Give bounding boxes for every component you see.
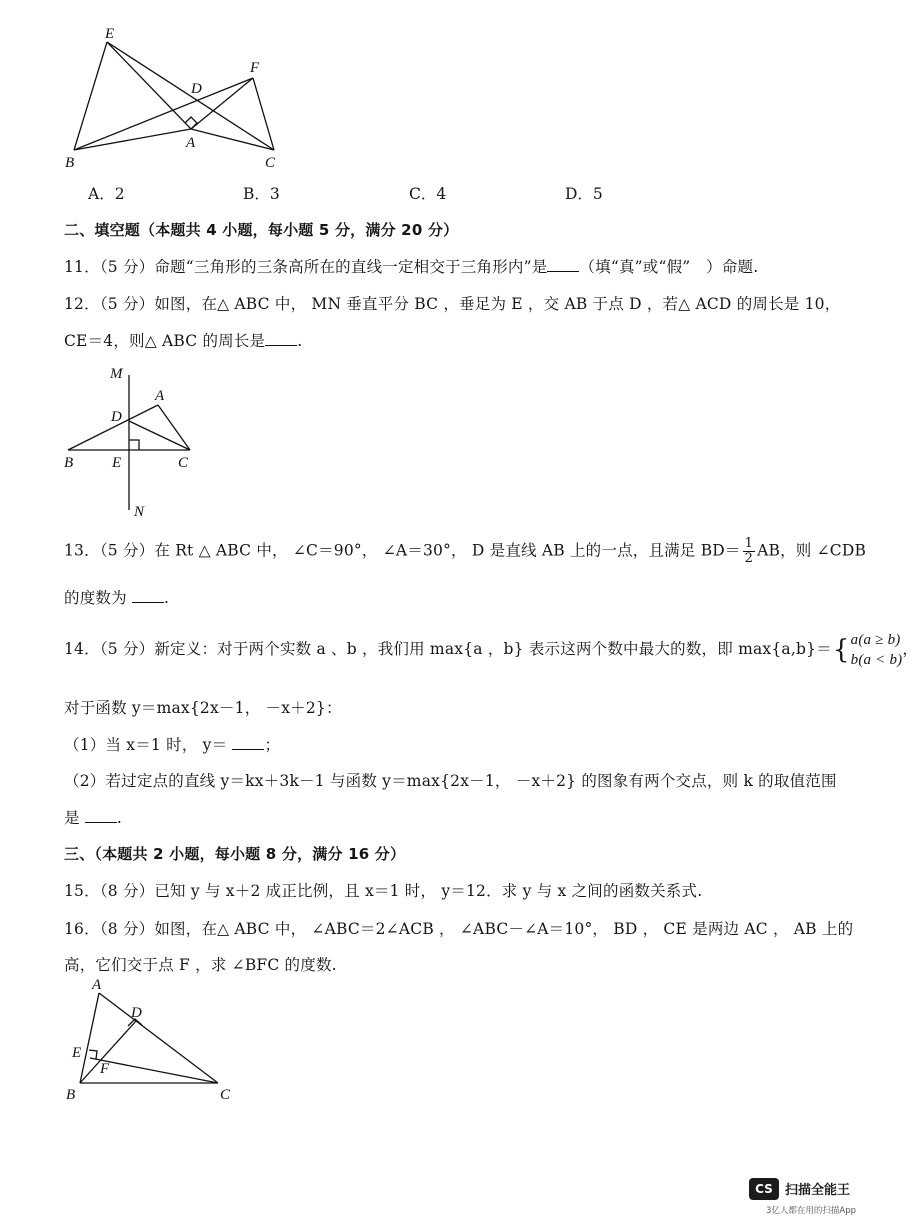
q13-line2-suffix: .	[163, 589, 170, 607]
fig1-label-b: B	[65, 155, 75, 171]
piecewise-cases	[851, 630, 903, 670]
scanner-badge-subtitle: 3亿人都在用的扫描App	[766, 1206, 857, 1216]
brace-symbol: {	[832, 635, 850, 665]
q12-line2-suffix: .	[297, 332, 303, 350]
question-13-line-2	[64, 586, 169, 608]
question-11	[64, 255, 758, 277]
question-16-line-2: 高，它们交于点 F ，求 ∠BFC 的度数.	[64, 956, 337, 974]
section-3-title: 三、（本题共 2 小题，每小题 8 分，满分 16 分）	[64, 845, 406, 863]
fig2-label-n: N	[134, 504, 145, 520]
fig3-label-b: B	[66, 1087, 76, 1103]
q12-answer-blank[interactable]	[265, 331, 297, 346]
fig3-label-a: A	[92, 977, 102, 993]
q14-part1-answer-blank[interactable]	[232, 735, 264, 750]
q14-part2-line2-suffix: .	[116, 809, 122, 827]
q11-answer-blank[interactable]	[547, 257, 579, 272]
q12-line2-prefix: CE＝4，则△ ABC 的周长是	[64, 332, 266, 350]
q13-line2-prefix: 的度数为	[64, 589, 127, 607]
fig3-label-d: D	[131, 1005, 142, 1021]
question-14-part-2-line-2	[64, 806, 122, 828]
option-b: B．3	[243, 185, 280, 203]
question-12-line-1: 12．（5 分）如图，在△ ABC 中， MN 垂直平分 BC ，垂足为 E ，交 AB 于点 D ，若△ ACD 的周长是 10，	[64, 295, 841, 313]
fig3-label-c: C	[220, 1087, 231, 1103]
fraction-numerator: 1	[744, 536, 754, 551]
fig1-label-f: F	[250, 60, 260, 76]
question-14-part-2-line-1: （2）若过定点的直线 y＝kx＋3k－1 与函数 y＝max{2x－1， －x＋2} 的图象有两个交点，则 k 的取值范围	[64, 772, 837, 790]
question-12-line-2	[64, 329, 302, 351]
q13-line1-suffix: AB，则 ∠CDB	[757, 541, 867, 560]
question-14-line-2: 对于函数 y＝max{2x－1， －x＋2}：	[64, 699, 342, 717]
fig3-label-e: E	[72, 1045, 82, 1061]
fig2-label-c: C	[178, 455, 189, 471]
fig2-label-d: D	[111, 409, 122, 425]
q14-part1-suffix: ；	[264, 736, 281, 754]
fig1-label-c: C	[265, 155, 276, 171]
fig2-label-m: M	[110, 366, 123, 382]
fig2-label-a: A	[155, 388, 165, 404]
q14-line1-suffix: ，	[902, 640, 918, 658]
option-a: A．2	[88, 185, 125, 203]
section-2-title: 二、填空题（本题共 4 小题，每小题 5 分，满分 20 分）	[64, 221, 459, 239]
q13-line1-prefix: 13．（5 分）在 Rt △ ABC 中， ∠C＝90°， ∠A＝30°， D 是直线 AB 上的一点，且满足 BD＝	[64, 541, 741, 560]
case-1: a(a ≥ b)	[850, 632, 901, 648]
fraction-denominator: 2	[744, 551, 754, 566]
question-14-line-1	[64, 630, 918, 670]
fig1-label-e: E	[105, 26, 115, 42]
question-15: 15．（8 分）已知 y 与 x＋2 成正比例，且 x＝1 时， y＝12．求 y 与 x 之间的函数关系式.	[64, 882, 703, 900]
scanner-badge-title: 扫描全能王	[785, 1183, 851, 1198]
question-16-line-1: 16．（8 分）如图，在△ ABC 中， ∠ABC＝2∠ACB ， ∠ABC－∠A＝10°， BD ， CE 是两边 AC ， AB 上的	[64, 920, 854, 938]
fig3-label-f: F	[100, 1061, 110, 1077]
scanner-logo: CS	[749, 1178, 779, 1200]
fig1-label-a: A	[186, 135, 196, 151]
option-c: C．4	[409, 185, 447, 203]
question-13-line-1	[64, 537, 866, 566]
option-d: D．5	[565, 185, 603, 203]
case-2: b(a < b)	[850, 652, 903, 668]
q11-prefix: 11．（5 分）命题“三角形的三条高所在的直线一定相交于三角形内”是	[64, 258, 548, 276]
question-14-part-1	[64, 733, 280, 755]
q14-line1-prefix: 14．（5 分）新定义：对于两个实数 a 、b ，我们用 max{a ，b} 表示这两个数中最大的数，即 max{a,b}＝	[64, 640, 832, 658]
q13-answer-blank[interactable]	[132, 588, 164, 603]
q14-part1-prefix: （1）当 x＝1 时， y＝	[64, 736, 228, 754]
fig1-label-d: D	[191, 81, 202, 97]
figure-3-triangle-altitudes	[60, 975, 245, 1105]
figure-1-triangles	[60, 20, 290, 175]
figure-2-perpendicular-bisector	[60, 360, 210, 520]
q14-part2-answer-blank[interactable]	[85, 808, 117, 823]
fig2-label-e: E	[112, 455, 122, 471]
fraction-one-half	[743, 537, 755, 566]
q14-part2-line2-prefix: 是	[64, 809, 80, 827]
fig2-label-b: B	[64, 455, 74, 471]
q11-suffix: （填“真”或“假” ）命题.	[579, 258, 759, 276]
